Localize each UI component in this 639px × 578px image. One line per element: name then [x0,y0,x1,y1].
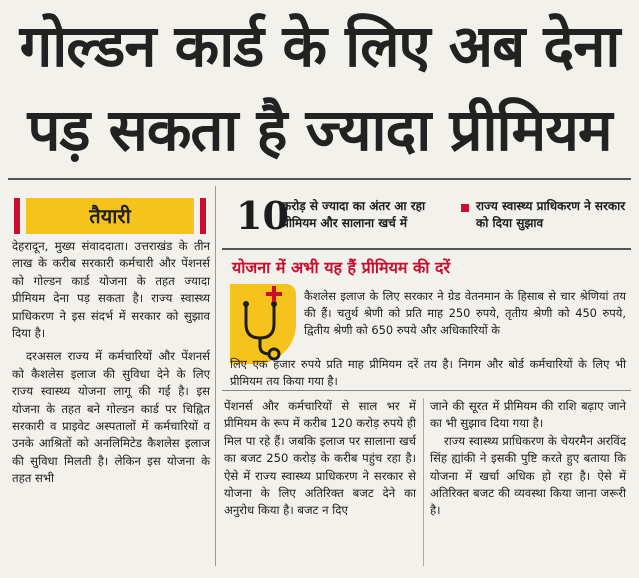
tag-bar-right [200,198,206,234]
tag-bar-left [14,198,20,234]
middle-para: पेंशनर्स और कर्मचारियों से साल भर में प्रीमियम के रूप में करीब 120 करोड़ रुपये ही मिल पा रहे हैं। जबकि इलाज पर सालाना खर्च का बजट 250 करोड़ के करीब पहुंच रहा है। ऐसे में राज्य स्वास्थ्य प्राधिकरण ने सरकार से योजना के लिए अतिरिक्त बजट देने का अनुरोध किया है। बजट न दिए [224,399,416,518]
highlight-number: 10 [236,193,289,238]
headline-line-2: पड़ सकता है ज्यादा प्रीमियम [27,96,612,164]
divider [8,178,631,180]
headline [0,4,639,172]
left-para-1: देहरादून, मुख्य संवाददाता। उत्तराखंड के तीन लाख के करीब सरकारी कर्मचारी और पेंशनर्स को गोल्डन कार्ड योजना के तहत ज्यादा प्रीमियम देना पड़ सकता है। राज्य स्वास्थ्य प्राधिकरण ने इस संदर्भ में सरकार को सुझाव दिया है। [12,239,210,341]
right-para-1: जाने की सूरत में प्रीमियम की राशि बढ़ाए जाने का भी सुझाव दिया गया है। [430,399,626,431]
tag-label: तैयारी [26,198,194,234]
highlight-text-2: राज्य स्वास्थ्य प्राधिकरण ने सरकार को दिया सुझाव [476,199,626,230]
column-divider [215,186,216,566]
divider [222,390,631,391]
middle-column [224,398,416,520]
box-title: योजना में अभी यह हैं प्रीमियम की दरें [232,258,451,277]
stethoscope-icon-graphic [230,284,296,364]
box-text-1: कैशलेस इलाज के लिए सरकार ने ग्रेड वेतनमान के हिसाब से चार श्रेणियां तय की हैं। चतुर्थ श्रेणी को प्रति माह 250 रुपये, तृतीय श्रेणी को 450 रुपये, द्वितीय श्रेणी को 650 रुपये और अधिकारियों के [304,289,626,337]
headline-line-1: गोल्डन कार्ड के लिए अब देना [19,12,620,80]
right-column [430,398,626,520]
box-text-2: लिए एक हजार रुपये प्रति माह प्रीमियम दरें तय है। निगम और बोर्ड कर्मचारियों के लिए भी प्रीमियम तय किया गया है। [230,357,626,388]
column-divider [423,398,424,566]
bullet-square [461,204,469,212]
divider [222,248,631,250]
stethoscope-icon [230,284,296,364]
left-para-2: दरअसल राज्य में कर्मचारियों और पेंशनर्स को कैशलेस इलाज की सुविधा देने के लिए राज्य स्वास्थ्य योजना लागू की गई है। इस योजना के तहत बने गोल्डन कार्ड पर चिह्नित सरकारी व प्राइवेट अस्पतालों में कर्मचारियों व उनके आश्रितों को अनलिमिटेड कैशलेस इलाज की सुविधा मिलती है। लेकिन इस योजना के तहत सभी [12,349,210,486]
right-para-2: राज्य स्वास्थ्य प्राधिकरण के चेयरमैन अरविंद सिंह ह्यांकी ने इसकी पुष्टि करते हुए बताया कि योजना में खर्चा अधिक हो रहा है। ऐसे में अतिरिक्त बजट की व्यवस्था किया जाना जरूरी है। [430,433,626,518]
section-tag [14,198,206,234]
left-column [12,238,210,488]
highlight-text: करोड़ से ज्यादा का अंतर आ रहा प्रीमियम और सालाना खर्च में [282,199,426,230]
